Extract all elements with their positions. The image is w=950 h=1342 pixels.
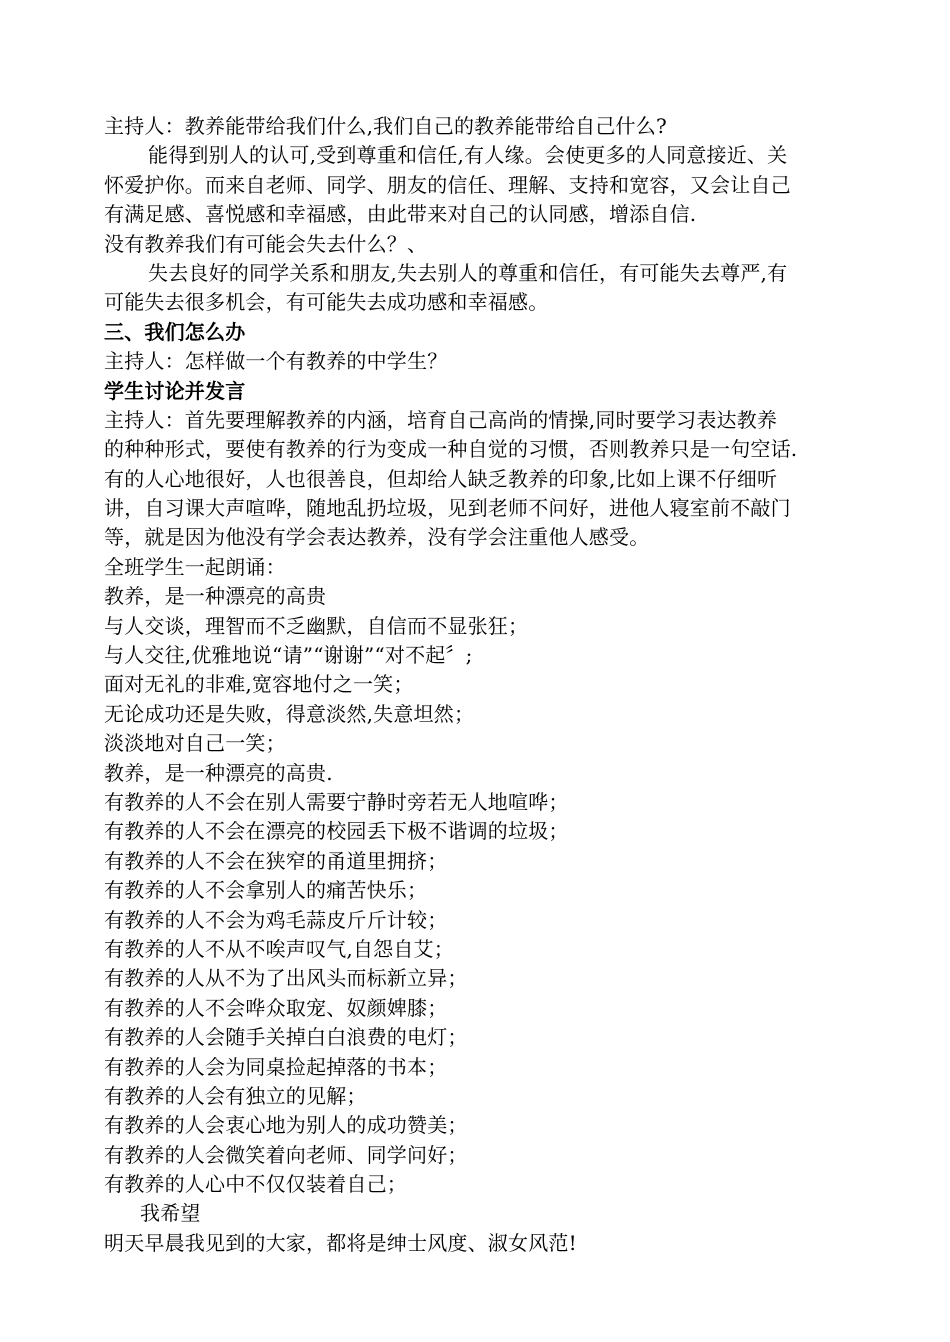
poem-line: 有教养的人从不为了出风头而标新立异； — [104, 966, 468, 991]
text-line: 主持人：教养能带给我们什么,我们自己的教养能带给自己什么? — [104, 114, 667, 138]
text-line: 主持人：怎样做一个有教养的中学生？ — [104, 349, 448, 374]
text-line: 我希望 — [140, 1201, 201, 1226]
poem-line: 有教养的人不从不唉声叹气,自怨自艾； — [104, 936, 454, 961]
text-line: 讲，自习课大声喧哗，随地乱扔垃圾，见到老师不问好，进他人寝室前不敲门 — [104, 496, 791, 521]
text-line: 的种种形式，要使有教养的行为变成一种自觉的习惯，否则教养只是一句空话. — [104, 437, 798, 462]
poem-line: 面对无礼的非难,宽容地付之一笑； — [104, 672, 414, 697]
poem-line: 有教养的人不会在狭窄的甬道里拥挤； — [104, 848, 448, 873]
text-line: 可能失去很多机会，有可能失去成功感和幸福感。 — [104, 290, 549, 315]
text-line: 怀爱护你。而来自老师、同学、朋友的信任、理解、支持和宽容，又会让自己 — [104, 172, 791, 197]
poem-line: 淡淡地对自己一笑； — [104, 731, 286, 756]
poem-line: 与人交谈，理智而不乏幽默，自信而不显张狂； — [104, 613, 529, 638]
text-line: 明天早晨我见到的大家，都将是绅士风度、淑女风范! — [104, 1230, 577, 1255]
text-line: 能得到别人的认可,受到尊重和信任,有人缘。会使更多的人同意接近、关 — [148, 143, 788, 168]
text-line: 有的人心地很好，人也很善良，但却给人缺乏教养的印象,比如上课不仔细听 — [104, 466, 778, 491]
poem-line: 有教养的人会微笑着向老师、同学问好； — [104, 1142, 468, 1167]
poem-line: 无论成功还是失败，得意淡然,失意坦然； — [104, 701, 475, 726]
poem-line: 有教养的人不会为鸡毛蒜皮斤斤计较； — [104, 907, 448, 932]
section-heading: 学生讨论并发言 — [104, 378, 246, 403]
text-line: 有满足感、喜悦感和幸福感，由此带来对自己的认同感，增添自信. — [104, 202, 697, 227]
poem-line: 与人交往,优雅地说“请”“谢谢”“对不起〞; — [104, 643, 473, 668]
text-line: 没有教养我们有可能会失去什么？、 — [104, 231, 428, 256]
document-body — [104, 112, 850, 1258]
poem-line: 教养，是一种漂亮的高贵 — [104, 584, 327, 609]
poem-line: 有教养的人会为同桌捡起掉落的书本； — [104, 1054, 448, 1079]
text-line: 等，就是因为他没有学会表达教养，没有学会注重他人感受。 — [104, 525, 650, 550]
poem-line: 有教养的人不会在漂亮的校园丢下极不谐调的垃圾； — [104, 819, 569, 844]
poem-line: 有教养的人不会在别人需要宁静时旁若无人地喧哗； — [104, 789, 569, 814]
section-heading: 三、我们怎么办 — [104, 319, 246, 344]
text-line: 失去良好的同学关系和朋友,失去别人的尊重和信任，有可能失去尊严,有 — [148, 260, 788, 285]
poem-line: 有教养的人心中不仅仅装着自己； — [104, 1172, 407, 1197]
text-line: 全班学生一起朗诵： — [104, 554, 286, 579]
poem-line: 有教养的人会衷心地为别人的成功赞美； — [104, 1113, 468, 1138]
poem-line: 有教养的人不会哗众取宠、奴颜婢膝； — [104, 995, 448, 1020]
poem-line: 教养，是一种漂亮的高贵. — [104, 760, 333, 785]
poem-line: 有教养的人会有独立的见解； — [104, 1083, 367, 1108]
text-line: 主持人：首先要理解教养的内涵，培育自己高尚的情操,同时要学习表达教养 — [104, 407, 778, 432]
poem-line: 有教养的人会随手关掉白白浪费的电灯； — [104, 1025, 468, 1050]
poem-line: 有教养的人不会拿别人的痛苦快乐； — [104, 878, 428, 903]
